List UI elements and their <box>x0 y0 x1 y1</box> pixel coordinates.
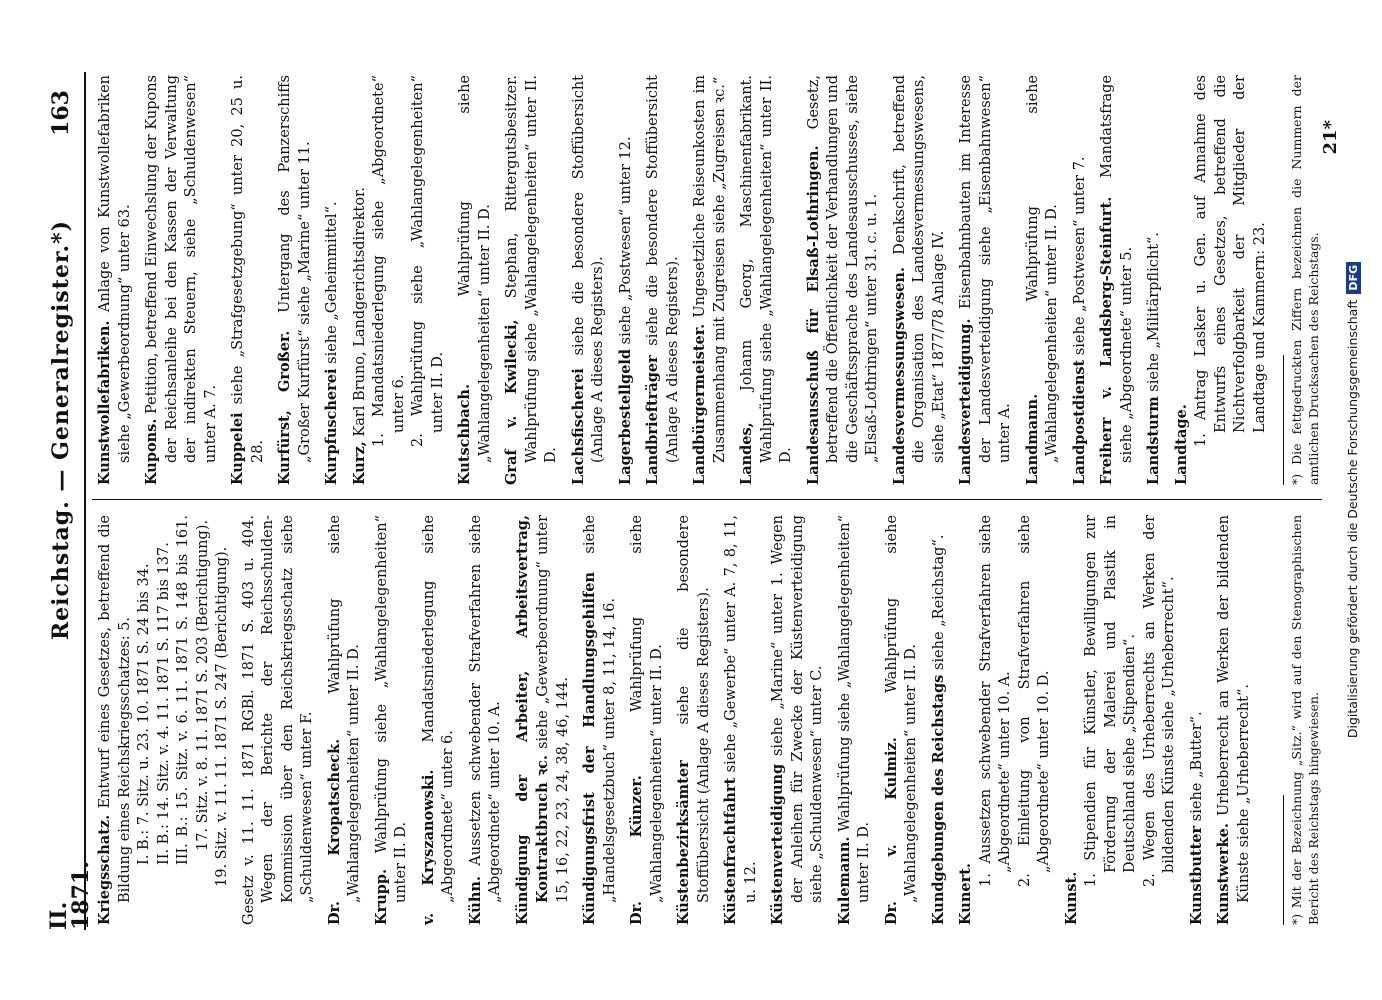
entry-text: Karl Bruno, Landgerichtsdirektor. <box>351 186 368 437</box>
left-column <box>95 515 1270 925</box>
page-number: 163 <box>48 90 74 136</box>
entry-text: siehe „Strafgesetzgebung“ unter 20, 25 u. 28. <box>230 75 266 463</box>
entry-text: Wahlprüfung siehe „Wahlangelegenheiten“ unter II. D. <box>836 515 872 903</box>
entry-keyword: Küstenbezirksämter <box>675 760 692 925</box>
register-entry <box>95 75 135 485</box>
entry-subitem: 2. Einleitung von Strafverfahren siehe „Abgeordnete“ unter 10. D. <box>1016 515 1052 887</box>
register-entry <box>643 75 683 485</box>
entry-text: siehe die besondere Stoffübersicht (Anlage A dieses Registers). <box>570 75 606 463</box>
register-entry <box>569 75 609 485</box>
entry-keyword: Dr. Künzer. <box>628 775 645 925</box>
entry-keyword: Landesausschuß für Elsaß-Lothringen. <box>804 145 822 485</box>
entry-keyword: Landbriefträger <box>644 355 661 485</box>
entry-keyword: Kriegsschatz. <box>96 814 113 925</box>
entry-subitem: 1. Antrag Lasker u. Gen. auf Annahme des Entwurfs eines Gesetzes, betreffend die Nichtverfolgbarkeit der Mitglieder der Landtage und Kammern: 23. <box>1193 75 1268 447</box>
entry-text: Wahlprüfung siehe „Wahlangelegenheiten“ unter II. D. <box>373 515 409 903</box>
page-title: Reichstag. — Generalregister.*) <box>48 219 74 641</box>
register-entry <box>1172 75 1271 485</box>
entry-text: Wahlprüfung siehe „Wahlangelegenheiten“ unter II. D. <box>629 515 665 903</box>
entry-subitem: 1. Aussetzen schwebender Strafverfahren siehe „Abgeordnete“ unter 10. A. <box>977 515 1013 887</box>
entry-keyword: Landsturm <box>1145 396 1162 485</box>
entry-keyword: Landbürgermeister. <box>691 323 708 485</box>
entry-text: Gesetz, betreffend die Öffentlichkeit der Verhandlungen und die Geschäftssprache des Landesausschusses, siehe „Elsaß-Lothringen“ unter 31. c. u. 1. <box>805 75 880 463</box>
entry-keyword: Dr. v. Kulmiz. <box>882 737 900 925</box>
entry-text: siehe die besondere Stoffübersicht (Anlage A dieses Registers). <box>676 515 712 903</box>
entry-keyword: Kurfürst, Großer. <box>276 330 293 485</box>
right-footnote: *) Die fettgedruckten Ziffern bezeichnen die Nummern der amtlichen Drucksachen des Reichstags. <box>1289 75 1321 485</box>
register-entry <box>372 515 412 925</box>
entry-subitem: 2. Wahlprüfung siehe „Wahlangelegenheiten“ unter II. D. <box>410 75 446 447</box>
header-rule <box>84 72 86 930</box>
entry-text: Wahlprüfung siehe „Wahlangelegenheiten“ unter II. D. <box>883 515 919 903</box>
entry-keyword: Kunstwollefabriken. <box>96 320 113 485</box>
register-entry <box>513 515 574 925</box>
entry-keyword: Kunstbutter <box>1187 825 1205 925</box>
entry-text: Eisenbahnbauten im Interesse der Landesverteidigung siehe „Eisenbahnwesen“ unter A. <box>958 75 1013 463</box>
entry-keyword: Graf v. Kwilecki, <box>503 319 520 485</box>
entry-subitem: I. B.: 7. Sitz. u. 23. 10. 1871 S. 24 bis 34. <box>136 563 152 865</box>
entry-text: siehe „Postwesen“ unter 7. <box>1071 156 1088 356</box>
register-entry <box>1097 75 1137 485</box>
entry-keyword: Landes, <box>738 422 755 485</box>
register-entry <box>1187 515 1208 925</box>
entry-keyword: Landesvermessungswesen. <box>890 267 908 485</box>
entry-text: Urheberrecht an Werken der bildenden Künste siehe „Urheberrecht“. <box>1216 515 1252 903</box>
legislative-period: II. 1871. <box>46 861 94 930</box>
register-entry <box>882 515 922 925</box>
entry-keyword: Kutschbach. <box>456 383 473 485</box>
entry-keyword: Kunst. <box>1062 871 1080 925</box>
register-entry <box>768 515 828 925</box>
entry-text: Johann Georg, Maschinenfabrikant. Wahlprüfung siehe „Wahlangelegenheiten“ unter II. D. <box>739 75 794 463</box>
register-entry <box>580 515 620 925</box>
entry-keyword: Kurpfuscherei <box>323 368 340 485</box>
entry-text: siehe „Marine“ unter 1. Wegen der Anleihen für Zwecke der Küstenverteidigung siehe „Schuldenwesen“ unter C. <box>770 515 825 903</box>
column-divider <box>92 499 1322 500</box>
register-entry <box>1062 515 1180 925</box>
register-entry <box>142 75 221 485</box>
register-entry <box>835 515 875 925</box>
entry-text: Mandatsfrage siehe „Abgeordnete“ unter 5. <box>1099 75 1135 463</box>
register-entry <box>1023 75 1063 485</box>
register-entry <box>419 515 459 925</box>
register-entry <box>804 75 883 485</box>
register-entry <box>95 515 233 925</box>
register-entry <box>616 75 637 485</box>
register-entry <box>737 75 797 485</box>
entry-keyword: Küstenverteidigung <box>769 763 786 925</box>
entry-text: siehe „Reichstag“. <box>930 534 947 671</box>
register-entry <box>325 515 365 925</box>
entry-text: siehe „Butter“. <box>1188 711 1205 822</box>
entry-text: Wahlprüfung siehe „Wahlangelegenheiten“ unter II. D. <box>326 515 362 903</box>
entry-keyword: Dr. Kropatscheck. <box>325 738 343 925</box>
entry-subitem: 2. Wegen des Urheberrechts an Werken der bildenden Künste siehe „Urheberrecht“. <box>1141 515 1177 887</box>
entry-keyword: Landpostdienst <box>1070 359 1088 485</box>
entry-text: Mandatsniederlegung siehe „Abgeordnete“ unter 6. <box>420 515 456 903</box>
entry-keyword: Lagerbestellgeld <box>616 348 634 485</box>
entry-subitem: 19. Sitz. v. 11. 11. 1871 S. 247 (Berichtigung). <box>214 546 230 887</box>
register-entry <box>502 75 562 485</box>
register-entry <box>627 515 667 925</box>
entry-text: Stephan, Rittergutsbesitzer. Wahlprüfung siehe „Wahlangelegenheiten“ unter II. D. <box>504 75 559 463</box>
register-entry <box>929 515 950 925</box>
register-entry <box>674 515 714 925</box>
entry-text: Wahlprüfung siehe „Wahlangelegenheiten“ unter II. D. <box>1024 75 1060 463</box>
entry-text: Petition, betreffend Einwechslung der Kupons der Reichsanleihe bei den Kassen der Verwaltung der indirekten Steuern, siehe „Schuldenwesen“ unter A. 7. <box>144 75 219 463</box>
entry-text: Entwurf eines Gesetzes, betreffend die Bildung eines Reichskriegsschatzes: 5. <box>97 515 133 903</box>
left-footnote-rule <box>1283 795 1284 925</box>
entry-text: Anlage von Kunstwollefabriken siehe „Gewerbeordnung“ unter 63. <box>97 75 133 463</box>
register-entry <box>956 75 1016 485</box>
page-signature: 21* <box>1320 120 1341 155</box>
register-entry <box>690 75 730 485</box>
entry-text: Untergang des Panzerschiffs „Großer Kurfürst“ siehe „Marine“ unter 11. <box>277 75 313 463</box>
entry-keyword: Kuppelei <box>229 412 246 485</box>
entry-keyword: Küstenfrachtfahrt <box>722 777 739 925</box>
entry-subitem: 1. Stipendien für Künstler, Bewilligungen zur Förderung der Malerei und Plastik in Deutschland siehe „Stipendien“. <box>1083 515 1138 887</box>
entry-keyword: Landtage. <box>1172 404 1190 485</box>
register-entry <box>466 515 506 925</box>
register-entry <box>956 515 1055 925</box>
entry-text: siehe „Handelsgesetzbuch“ unter 8, 11, 14, 16. <box>582 515 618 903</box>
right-footnote-rule <box>1283 355 1284 485</box>
entry-text: siehe „Geheimmittel“. <box>324 201 340 364</box>
register-entry <box>890 75 950 485</box>
dfg-logo: DFG <box>1346 262 1361 294</box>
digitization-text: Digitalisierung gefördert durch die Deutsche Forschungsgemeinschaft <box>1345 299 1360 739</box>
entry-keyword: Freiherr v. Landsberg-Steinfurt. <box>1098 196 1115 485</box>
entry-keyword: Kunert. <box>957 863 974 925</box>
entry-keyword: Lachsfischerei <box>569 368 587 485</box>
entry-text: siehe „Militärpflicht“. <box>1146 231 1162 392</box>
entry-keyword: Landesverteidigung. <box>957 318 974 485</box>
register-entry <box>1144 75 1165 485</box>
entry-subitem: 1. Mandatsniederlegung siehe „Abgeordnete“ unter 6. <box>371 75 407 447</box>
entry-text: Wahlprüfung siehe „Wahlangelegenheiten“ unter II. D. <box>457 75 493 463</box>
entry-text: siehe „Gewerbe“ unter A. 7, 8, 11, u. 12. <box>723 515 759 903</box>
register-entry <box>275 75 315 485</box>
entry-text: Aussetzen schwebender Strafverfahren siehe „Abgeordnete“ unter 10. A. <box>467 515 503 903</box>
running-head <box>46 0 94 1000</box>
entry-keyword: Kupons. <box>143 418 160 485</box>
right-column <box>95 75 1270 485</box>
register-entry <box>1070 75 1091 485</box>
entry-keyword: v. Kryszanowski. <box>419 769 437 925</box>
register-entry <box>721 515 761 925</box>
entry-text: Gesetz v. 11. 11. 1871 RGBl. 1871 S. 403 u. 404. Wegen der Berichte der Reichsschulden-Kommission über den Reichskriegsschatz siehe „Schuldenwesen“ unter F. <box>240 515 315 925</box>
entry-subitem: III. B.: 15. Sitz. v. 6. 11. 1871 S. 148 bis 161. 17. Sitz. v. 8. 11. 1871 S. 203 (Berichtigung). <box>175 515 211 865</box>
entry-keyword: Kühn. <box>466 876 484 925</box>
entry-text: Denkschrift, betreffend die Organisation des Landesvermessungswesens, siehe „Etat“ 1877/78 Anlage IV. <box>891 75 947 463</box>
left-footnote: *) Mit der Bezeichnung „Sitz.“ wird auf den Stenographischen Bericht des Reichstags hingewiesen. <box>1289 515 1321 925</box>
entry-text: siehe „Gewerbeordnung“ unter 15, 16, 22, 23, 24, 38, 46, 144. <box>535 515 571 903</box>
register-entry <box>455 75 495 485</box>
entry-keyword: Kurz, <box>350 441 368 485</box>
register-entry <box>1214 515 1254 925</box>
entry-keyword: Kündigung der Arbeiter, Arbeitsvertrag, Kontraktbruch ꝛc. <box>513 515 551 925</box>
register-entry <box>322 75 343 485</box>
entry-keyword: Kunstwerke. <box>1215 823 1232 925</box>
register-entry <box>240 515 318 925</box>
entry-keyword: Krupp. <box>372 868 390 925</box>
entry-subitem: II. B.: 14. Sitz. v. 4. 11. 1871 S. 117 bis 137. <box>155 542 172 865</box>
entry-text: Ungesetzliche Reiseunkosten im Zusammenhang mit Zugreisen siehe „Zugreisen ꝛc.“ <box>692 75 728 463</box>
register-entry <box>228 75 268 485</box>
entry-text: siehe die besondere Stoffübersicht (Anlage A dieses Registers). <box>645 75 681 463</box>
register-entry <box>350 75 449 485</box>
entry-keyword: Kündigungsfrist der Handlungsgehilfen <box>581 571 598 925</box>
entry-keyword: Kundgebungen des Reichstags <box>929 674 947 925</box>
entry-keyword: Landmann. <box>1023 393 1041 485</box>
digitization-note <box>1345 0 1361 1000</box>
entry-text: siehe „Postwesen“ unter 12. <box>617 136 634 345</box>
entry-keyword: Kulemann. <box>835 836 853 925</box>
